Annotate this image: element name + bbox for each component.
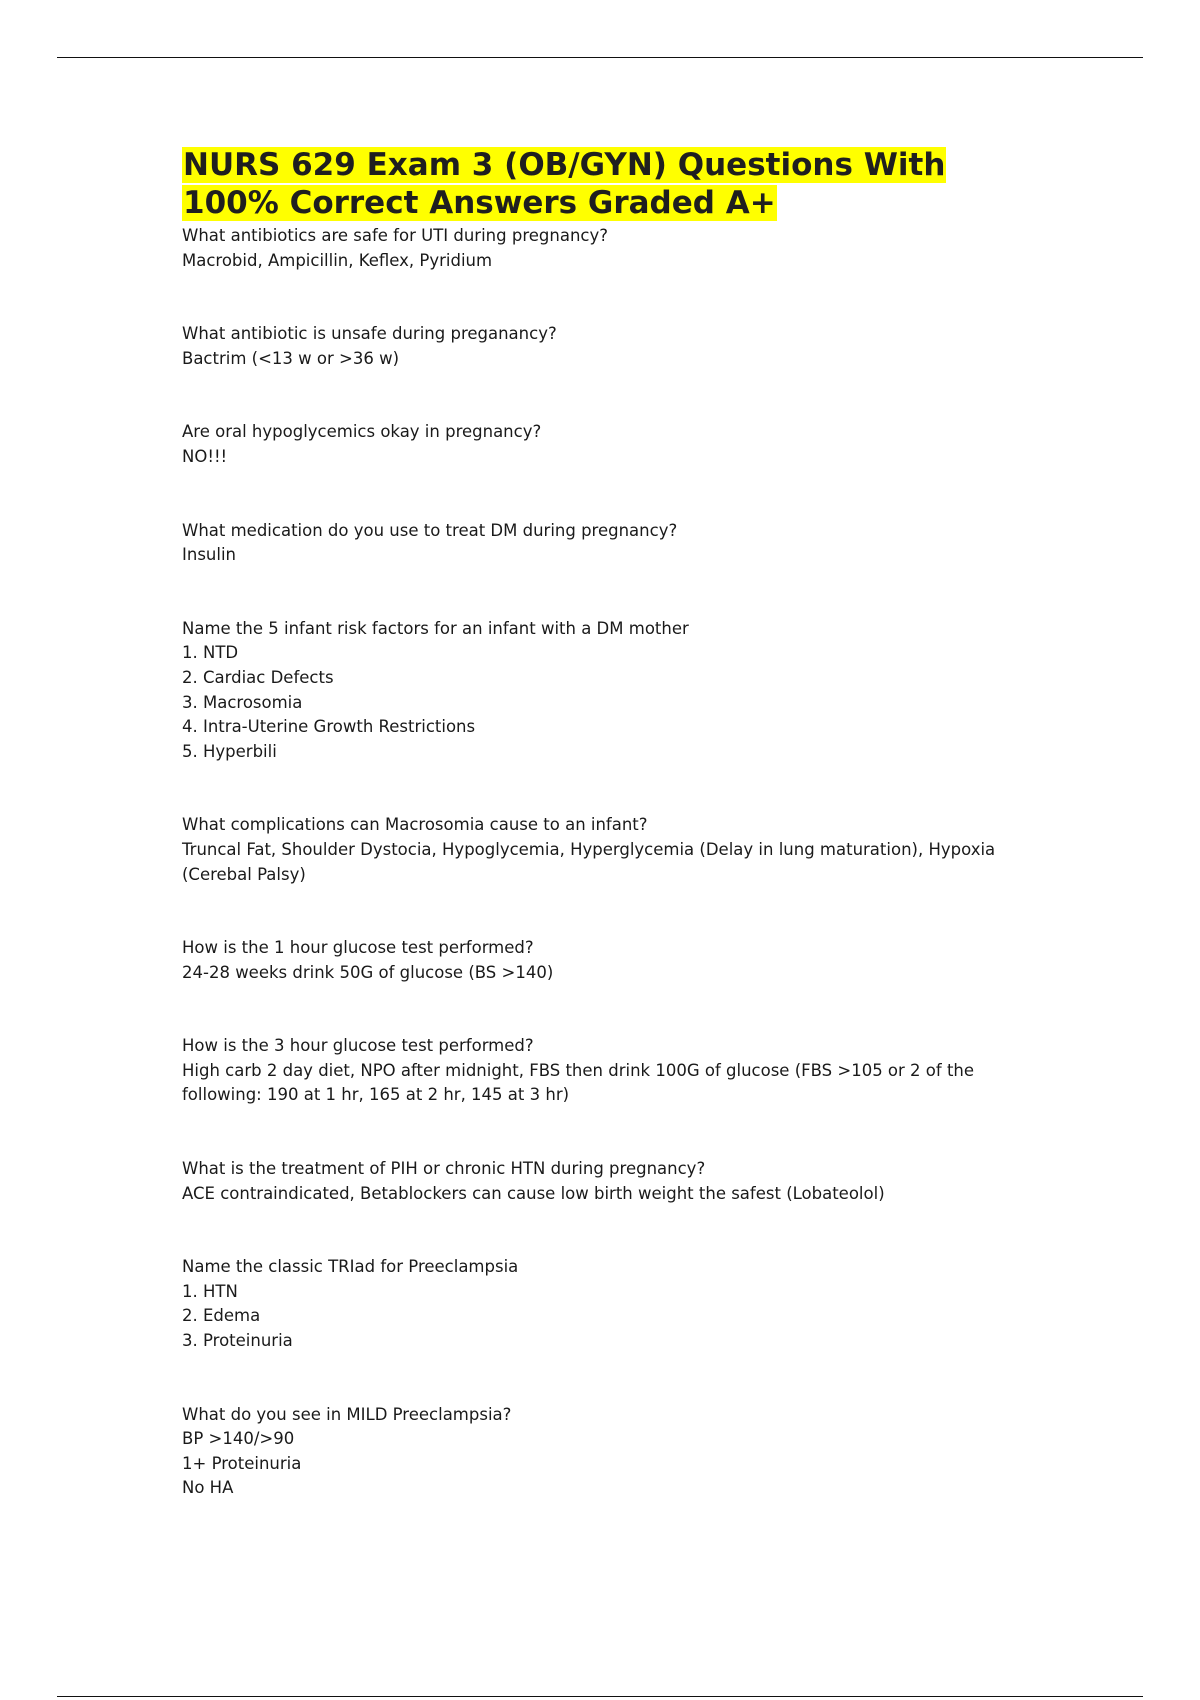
answer-line: 4. Intra-Uterine Growth Restrictions	[182, 717, 476, 737]
answer-line: 1+ Proteinuria	[182, 1453, 302, 1473]
answer-line: NO!!!	[182, 446, 228, 466]
qa-item	[182, 813, 1002, 887]
answer-line: 1. HTN	[182, 1281, 238, 1301]
question-text: How is the 3 hour glucose test performed?	[182, 1036, 534, 1056]
question-text: What medication do you use to treat DM during pregnancy?	[182, 520, 678, 540]
qa-list	[182, 224, 1002, 1501]
question-text: Name the 5 infant risk factors for an infant with a DM mother	[182, 618, 689, 638]
answer-line: 2. Edema	[182, 1306, 261, 1326]
answer-line: Truncal Fat, Shoulder Dystocia, Hypoglycemia, Hyperglycemia (Delay in lung maturation), Hypoxia (Cerebal Palsy)	[182, 839, 996, 884]
answer-line: Macrobid, Ampicillin, Keflex, Pyridium	[182, 250, 493, 270]
footer-rule	[57, 1696, 1143, 1697]
qa-item	[182, 420, 1002, 469]
question-text: Name the classic TRIad for Preeclampsia	[182, 1257, 519, 1277]
answer-line: 3. Proteinuria	[182, 1331, 293, 1351]
question-text: What antibiotic is unsafe during preganancy?	[182, 324, 557, 344]
answer-line: BP >140/>90	[182, 1429, 295, 1449]
qa-item	[182, 224, 1002, 273]
answer-line: High carb 2 day diet, NPO after midnight, FBS then drink 100G of glucose (FBS >105 or 2 of the following: 190 at 1 hr, 165 at 2 hr, 145 at 3 hr)	[182, 1060, 975, 1105]
header-rule	[57, 57, 1143, 58]
qa-item	[182, 1255, 1002, 1353]
question-text: Are oral hypoglycemics okay in pregnancy?	[182, 422, 542, 442]
qa-item	[182, 617, 1002, 765]
qa-item	[182, 519, 1002, 568]
question-text: What do you see in MILD Preeclampsia?	[182, 1404, 512, 1424]
qa-item	[182, 936, 1002, 985]
document-title	[182, 146, 1002, 222]
qa-item	[182, 322, 1002, 371]
answer-line: ACE contraindicated, Betablockers can cause low birth weight the safest (Lobateolol)	[182, 1183, 885, 1203]
answer-line: Bactrim (<13 w or >36 w)	[182, 348, 400, 368]
question-text: What is the treatment of PIH or chronic HTN during pregnancy?	[182, 1159, 706, 1179]
title-highlight: NURS 629 Exam 3 (OB/GYN) Questions With 100% Correct Answers Graded A+	[183, 147, 946, 221]
question-text: How is the 1 hour glucose test performed?	[182, 938, 534, 958]
answer-line: 24-28 weeks drink 50G of glucose (BS >140)	[182, 962, 554, 982]
qa-item	[182, 1403, 1002, 1501]
document-body	[182, 146, 1002, 1550]
qa-item	[182, 1034, 1002, 1108]
answer-line: 3. Macrosomia	[182, 692, 303, 712]
question-text: What complications can Macrosomia cause to an infant?	[182, 815, 648, 835]
answer-line: Insulin	[182, 545, 237, 565]
answer-line: 1. NTD	[182, 643, 239, 663]
answer-line: No HA	[182, 1478, 234, 1498]
answer-line: 2. Cardiac Defects	[182, 667, 334, 687]
qa-item	[182, 1157, 1002, 1206]
question-text: What antibiotics are safe for UTI during pregnancy?	[182, 226, 608, 245]
answer-line: 5. Hyperbili	[182, 741, 277, 761]
